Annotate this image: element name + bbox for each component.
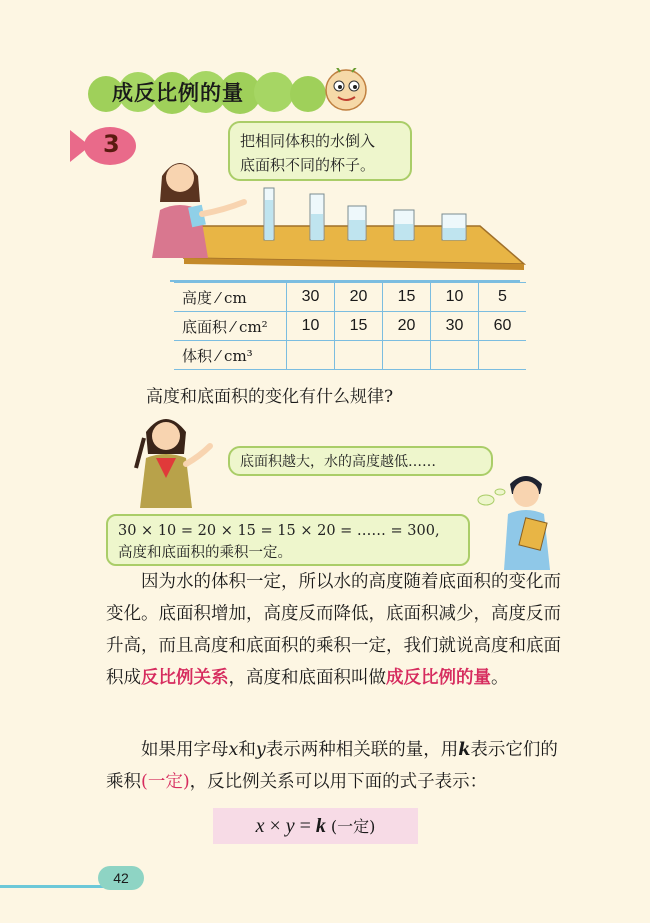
speech-bubble-girl: 底面积越大，水的高度越低…… — [228, 446, 493, 476]
table-cell: 10 — [431, 283, 479, 312]
formula-times: × — [269, 815, 281, 837]
table-cell: 15 — [335, 312, 383, 341]
definition-paragraph — [106, 734, 568, 798]
beaker-3-icon — [348, 206, 366, 240]
formula-k: k — [315, 815, 326, 837]
beaker-4-icon — [394, 210, 414, 240]
table-cell: 5 — [479, 283, 527, 312]
speech-bubble-pour — [228, 121, 412, 181]
para2-pre: 如果用字母 — [141, 740, 229, 760]
table-cell: 20 — [335, 283, 383, 312]
term-inverse-quantities: 成反比例的量 — [386, 668, 491, 688]
table-cell — [479, 341, 527, 370]
table-cell — [335, 341, 383, 370]
formula-box — [213, 808, 418, 844]
question-number: 3 — [103, 130, 120, 158]
row-label: 底面积 ⁄ cm² — [174, 312, 287, 341]
table-cell: 20 — [383, 312, 431, 341]
table-cell: 10 — [287, 312, 335, 341]
table-row — [174, 283, 526, 312]
data-table — [174, 282, 526, 370]
row-label: 体积 ⁄ cm³ — [174, 341, 287, 370]
var-y: y — [255, 740, 266, 760]
para1-mid: ，高度和底面积叫做 — [228, 668, 386, 688]
para2-mid: 表示两种相关联的量，用 — [265, 740, 459, 760]
beaker-2-icon — [310, 194, 324, 240]
formula-x: x — [255, 815, 265, 837]
bubble-line-2: 底面积不同的杯子。 — [240, 156, 376, 174]
formula-note: (一定) — [330, 817, 376, 836]
table-cell: 30 — [431, 312, 479, 341]
question-text: 高度和底面积的变化有什么规律? — [146, 387, 394, 407]
formula-eq: = — [299, 815, 311, 837]
para2-and: 和 — [238, 740, 256, 760]
paren-constant: (一定) — [141, 772, 190, 792]
para2-mid2: 表示它们的乘积 — [106, 740, 558, 792]
para2-post: ，反比例关系可以用下面的式子表示： — [189, 772, 488, 792]
table-row — [174, 341, 526, 370]
page-number: 42 — [98, 866, 144, 890]
formula-y: y — [285, 815, 295, 837]
table-cell: 30 — [287, 283, 335, 312]
table-cell — [287, 341, 335, 370]
beaker-1-icon — [264, 188, 274, 240]
para1-text: 因为水的体积一定，所以水的高度随着底面积的变化而变化。底面积增加，高度反而降低，底面积减少，高度反而升高，而且高度和底面积的乘积一定，我们就说高度和底面积成 — [106, 572, 561, 688]
girl-pointing-icon — [126, 408, 216, 508]
beaker-5-icon — [442, 214, 466, 240]
product-line-2: 高度和底面积的乘积一定。 — [118, 545, 292, 561]
section-title: 成反比例的量 — [112, 81, 244, 105]
product-bubble — [106, 514, 470, 566]
explanation-paragraph — [106, 566, 568, 694]
row-label: 高度 ⁄ cm — [174, 283, 287, 312]
bubble-line-1: 把相同体积的水倒入 — [240, 132, 376, 150]
term-inverse-relation: 反比例关系 — [141, 668, 229, 688]
table-row — [174, 312, 526, 341]
boy-with-clipboard-icon — [470, 470, 570, 570]
var-x: x — [228, 740, 239, 760]
product-line-1: 30 × 10 = 20 × 15 = 15 × 20 = …… = 300, — [118, 523, 440, 539]
table-cell: 60 — [479, 312, 527, 341]
para1-post: 。 — [491, 668, 509, 688]
var-k: k — [458, 740, 471, 760]
table-cell: 15 — [383, 283, 431, 312]
table-cell — [431, 341, 479, 370]
table-cell — [383, 341, 431, 370]
